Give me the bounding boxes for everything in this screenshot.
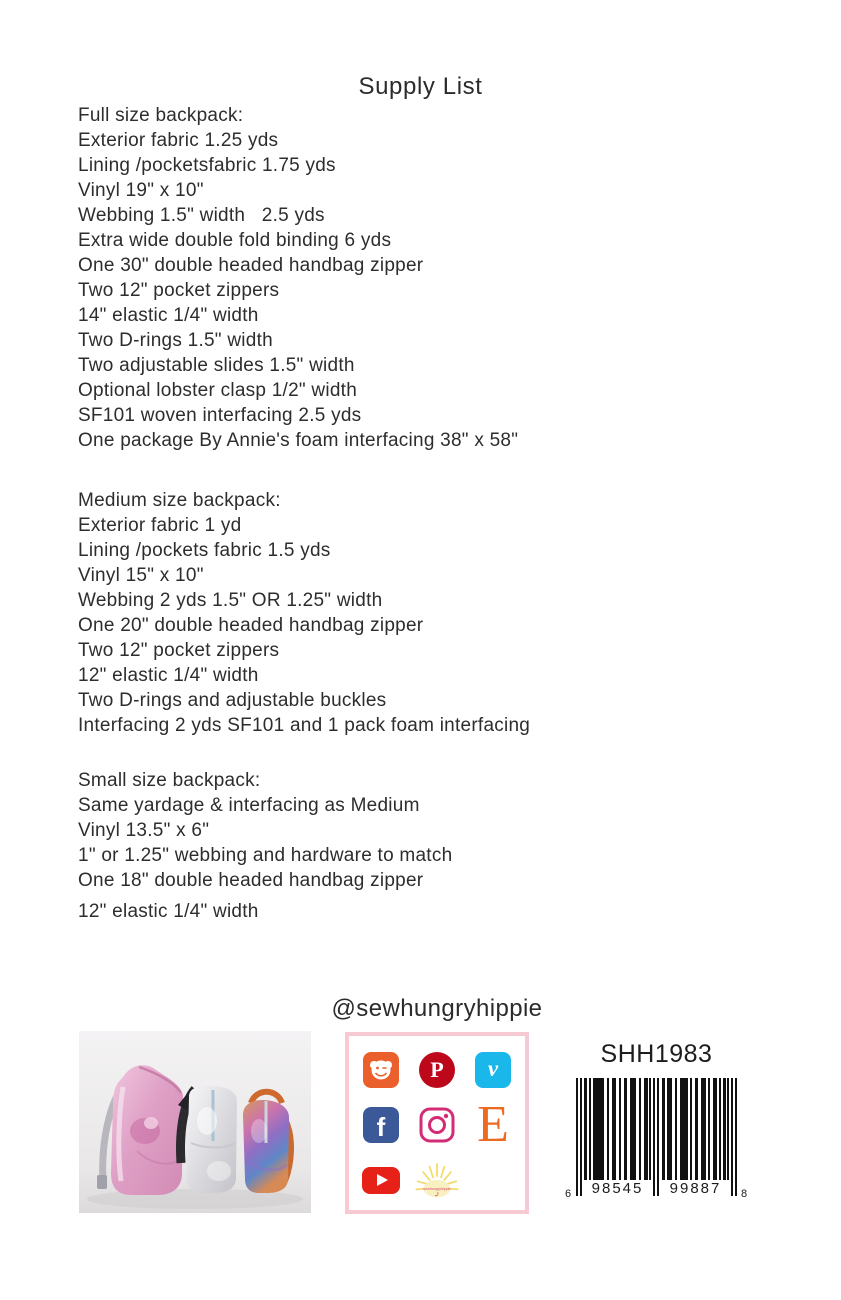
supply-item: Two D-rings 1.5" width: [78, 330, 273, 351]
supply-item: Same yardage & interfacing as Medium: [78, 795, 420, 816]
supply-item: Webbing 1.5" width 2.5 yds: [78, 205, 325, 226]
barcode-digits-group1: 98545: [583, 1180, 652, 1199]
supply-item: Vinyl 13.5" x 6": [78, 820, 210, 841]
section-heading: Medium size backpack:: [78, 490, 281, 511]
rainbow-backpack: [243, 1092, 291, 1193]
section-full-size: [78, 103, 530, 453]
sku-label: SHH1983: [600, 1040, 713, 1068]
barcode-block: [566, 1040, 756, 1215]
supply-item: 1" or 1.25" webbing and hardware to match: [78, 845, 453, 866]
supply-item: 14" elastic 1/4" width: [78, 305, 259, 326]
supply-item: Two D-rings and adjustable buckles: [78, 690, 387, 711]
supply-item: Two adjustable slides 1.5" width: [78, 355, 355, 376]
section-heading: Full size backpack:: [78, 105, 244, 126]
barcode-digits-group2: 99887: [661, 1180, 730, 1199]
youtube-icon: [362, 1167, 400, 1194]
vimeo-letter: v: [487, 1055, 499, 1081]
picmonkey-icon: [363, 1052, 399, 1088]
sun-logo-icon: [415, 1152, 459, 1208]
supply-item: Two 12" pocket zippers: [78, 280, 280, 301]
supply-item: Exterior fabric 1 yd: [78, 515, 242, 536]
etsy-icon: E: [477, 1096, 509, 1153]
supply-item: Lining /pocketsfabric 1.75 yds: [78, 155, 336, 176]
supply-item: One 18" double headed handbag zipper: [78, 870, 424, 891]
supply-item: Exterior fabric 1.25 yds: [78, 130, 279, 151]
pinterest-icon: [419, 1052, 455, 1088]
sun-logo-script: sewhungryhippie: [423, 1187, 451, 1191]
facebook-letter: f: [376, 1111, 386, 1142]
supply-item: Extra wide double fold binding 6 yds: [78, 230, 392, 251]
instagram-icon: [418, 1106, 456, 1144]
supply-item: 12" elastic 1/4" width: [78, 665, 259, 686]
facebook-icon: [363, 1107, 399, 1143]
picmonkey-monkey-glyph: [367, 1056, 395, 1084]
supply-list: [78, 103, 530, 924]
section-medium-size: [78, 488, 530, 738]
supply-item: Webbing 2 yds 1.5" OR 1.25" width: [78, 590, 383, 611]
youtube-play-glyph: [377, 1174, 388, 1186]
social-handle: @sewhungryhippie: [331, 995, 543, 1022]
supply-item: One 20" double headed handbag zipper: [78, 615, 424, 636]
social-links-box: [345, 1032, 529, 1214]
supply-item: One 30" double headed handbag zipper: [78, 255, 424, 276]
section-heading: Small size backpack:: [78, 770, 261, 791]
section-small-size: [78, 768, 530, 924]
pinterest-letter: P: [430, 1057, 444, 1082]
vimeo-icon: [475, 1052, 511, 1088]
supply-item: Lining /pockets fabric 1.5 yds: [78, 540, 331, 561]
supply-item: Two 12" pocket zippers: [78, 640, 280, 661]
social-icons-grid: [349, 1036, 525, 1210]
barcode-digit-right: 8: [741, 1188, 748, 1200]
supply-item: Vinyl 19" x 10": [78, 180, 204, 201]
supply-item: Optional lobster clasp 1/2" width: [78, 380, 358, 401]
barcode-bars: [576, 1078, 737, 1196]
supply-item: One package By Annie's foam interfacing 38" x 58": [78, 430, 519, 451]
supply-item: SF101 woven interfacing 2.5 yds: [78, 405, 362, 426]
backpacks-photo-graphic: [79, 1031, 311, 1213]
supply-item: 12" elastic 1/4" width: [78, 901, 259, 922]
supply-item: Vinyl 15" x 10": [78, 565, 204, 586]
supply-item: Interfacing 2 yds SF101 and 1 pack foam interfacing: [78, 715, 531, 736]
backpacks-photo: [79, 1031, 311, 1213]
barcode-digit-left: 6: [565, 1188, 572, 1200]
page-title: Supply List: [358, 73, 483, 100]
